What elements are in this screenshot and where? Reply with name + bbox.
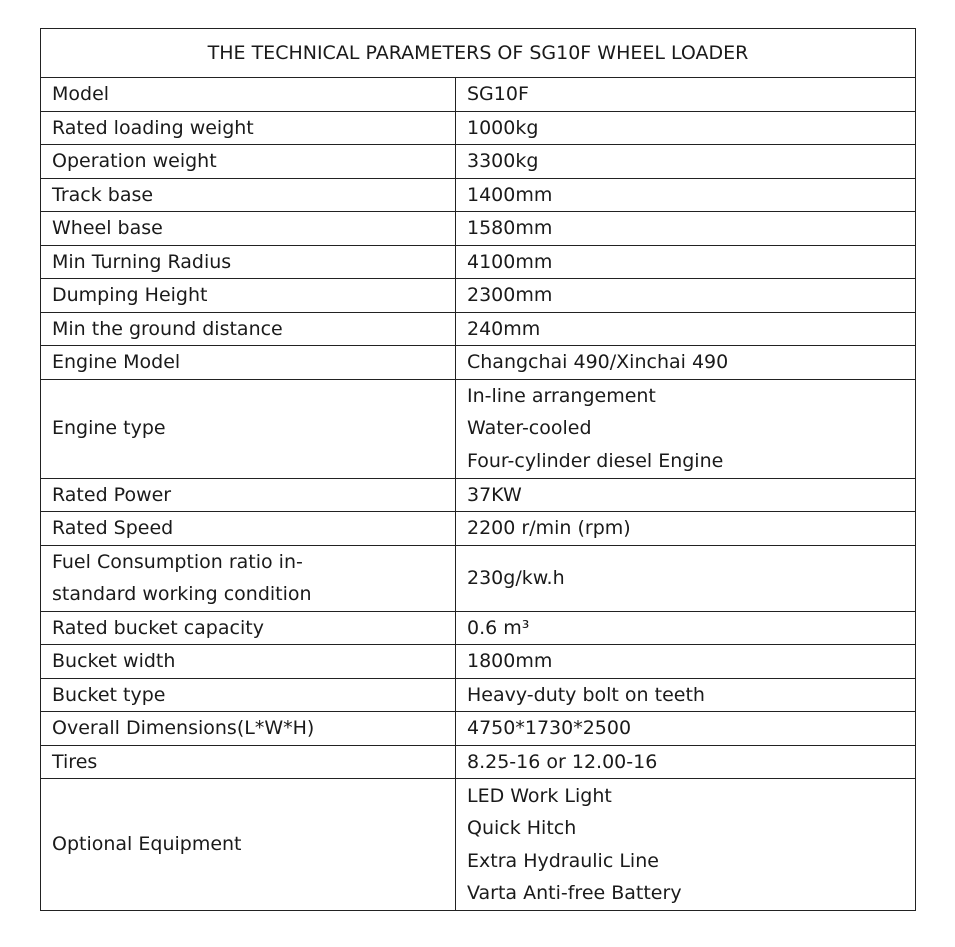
parameter-name-cell [41, 478, 456, 512]
parameter-name: Track base [52, 183, 154, 206]
parameter-name-cell [41, 712, 456, 746]
parameter-name: Rated loading weight [52, 116, 254, 139]
table-row [41, 212, 916, 246]
parameter-name: Min Turning Radius [52, 250, 232, 273]
parameter-value-cell [456, 712, 916, 746]
table-row [41, 178, 916, 212]
parameter-value: 8.25-16 or 12.00-16 [467, 750, 658, 773]
parameter-value-cell [456, 245, 916, 279]
parameter-value-cell [456, 346, 916, 380]
parameter-value-cell [456, 512, 916, 546]
table-row [41, 645, 916, 679]
parameter-value: Changchai 490/Xinchai 490 [467, 351, 729, 373]
parameter-name-cell [41, 312, 456, 346]
parameter-value: 1580mm [467, 217, 553, 239]
parameter-value-cell [456, 545, 916, 611]
parameter-name: Operation weight [52, 150, 217, 172]
parameter-name: Optional Equipment [52, 833, 242, 856]
parameter-name: Fuel Consumption ratio in- [52, 550, 303, 573]
table-row [41, 78, 916, 112]
parameter-value: 2300mm [467, 284, 553, 306]
table-row [41, 346, 916, 380]
parameter-name: Tires [52, 750, 98, 773]
parameter-value-cell [456, 78, 916, 112]
parameter-name: Bucket width [52, 650, 176, 672]
parameter-name: Model [52, 83, 110, 105]
parameter-name-cell [41, 78, 456, 112]
parameter-value-cell [456, 478, 916, 512]
table-row [41, 478, 916, 512]
table-row [41, 145, 916, 179]
parameter-value-cell [456, 645, 916, 679]
spec-sheet [40, 28, 915, 911]
parameter-value-cell [456, 145, 916, 179]
title-row [41, 29, 916, 78]
parameter-name-cell [41, 512, 456, 546]
table-row [41, 512, 916, 546]
parameter-value: 230g/kw.h [467, 566, 565, 589]
parameter-name: Rated Power [52, 483, 172, 506]
parameter-value: 4100mm [467, 250, 553, 273]
parameter-name-cell [41, 611, 456, 645]
parameter-value: Heavy-duty bolt on teeth [467, 683, 705, 706]
parameter-name: Rated Speed [52, 517, 174, 539]
parameter-name-cell [41, 545, 456, 611]
parameter-value: 4750*1730*2500 [467, 717, 632, 739]
parameter-value-cell [456, 178, 916, 212]
parameter-value-cell [456, 379, 916, 478]
parameter-value: 37KW [467, 483, 522, 506]
parameter-name-cell [41, 779, 456, 911]
parameter-value: Four-cylinder diesel Engine [467, 449, 724, 472]
parameter-value-cell [456, 111, 916, 145]
parameter-name: Overall Dimensions(L*W*H) [52, 717, 315, 739]
parameter-value: 2200 r/min (rpm) [467, 517, 631, 539]
parameter-value: In-line arrangement [467, 384, 656, 407]
parameter-value: Water-cooled [467, 417, 592, 440]
parameters-table [40, 28, 916, 911]
parameter-name: Engine Model [52, 351, 181, 373]
parameter-value-cell [456, 212, 916, 246]
parameter-name-cell [41, 212, 456, 246]
parameter-value: 1800mm [467, 650, 553, 672]
parameter-name: Wheel base [52, 217, 163, 239]
table-title: THE TECHNICAL PARAMETERS OF SG10F WHEEL LOADER [41, 29, 916, 78]
parameter-name-cell [41, 379, 456, 478]
table-row [41, 111, 916, 145]
parameter-name: standard working condition [52, 583, 312, 605]
parameter-name-cell [41, 745, 456, 779]
parameter-name: Engine type [52, 417, 166, 440]
table-row [41, 611, 916, 645]
parameter-name-cell [41, 245, 456, 279]
parameter-name: Min the ground distance [52, 317, 283, 340]
table-row [41, 545, 916, 611]
parameter-name-cell [41, 111, 456, 145]
parameter-name-cell [41, 678, 456, 712]
parameter-name-cell [41, 279, 456, 313]
parameter-value: LED Work Light [467, 784, 612, 807]
table-row [41, 678, 916, 712]
parameter-value: 240mm [467, 317, 541, 340]
parameter-name-cell [41, 145, 456, 179]
parameter-value: Varta Anti-free Battery [467, 882, 682, 904]
parameter-value-cell [456, 611, 916, 645]
parameter-name-cell [41, 178, 456, 212]
parameter-value: 3300kg [467, 150, 539, 172]
parameter-value-cell [456, 279, 916, 313]
parameter-value: 1000kg [467, 116, 539, 139]
parameter-name-cell [41, 346, 456, 380]
table-row [41, 379, 916, 478]
parameter-name: Dumping Height [52, 284, 208, 306]
parameter-value: 1400mm [467, 183, 553, 206]
parameter-value-cell [456, 312, 916, 346]
table-row [41, 745, 916, 779]
parameter-value: 0.6 m³ [467, 616, 530, 639]
table-row [41, 245, 916, 279]
table-row [41, 279, 916, 313]
table-row [41, 312, 916, 346]
parameter-value: SG10F [467, 83, 529, 105]
parameter-name-cell [41, 645, 456, 679]
table-row [41, 779, 916, 911]
parameter-value-cell [456, 779, 916, 911]
parameter-value-cell [456, 745, 916, 779]
parameter-name: Rated bucket capacity [52, 616, 264, 639]
table-row [41, 712, 916, 746]
parameter-value: Quick Hitch [467, 817, 577, 839]
parameter-value-cell [456, 678, 916, 712]
parameter-value: Extra Hydraulic Line [467, 849, 659, 872]
parameter-name: Bucket type [52, 683, 166, 706]
